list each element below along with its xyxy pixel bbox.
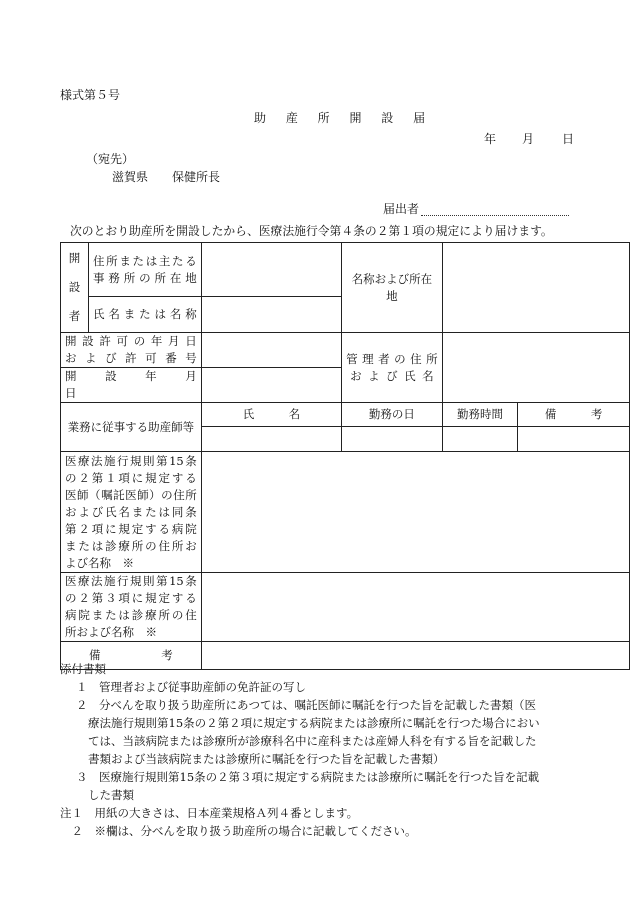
rule-15-2-1-field[interactable] (201, 452, 629, 573)
submitter-label: 届出者 (383, 202, 420, 216)
date-month-label: 月 (522, 132, 535, 146)
manager-label: 管理者の住所 および氏名 (342, 333, 443, 403)
note-1: 注１ 用紙の大きさは、日本産業規格Ａ列４番とします。 (60, 806, 359, 820)
rule-15-2-3-field[interactable] (201, 573, 629, 642)
attachment-item-3: ３ 医療施行規則第15条の２第３項に規定する病院または診療所に嘱託を行つた旨を記載 (76, 770, 540, 784)
open-date-field[interactable] (201, 368, 341, 403)
submitter-signature-line[interactable] (421, 203, 569, 216)
rule-15-2-3-label: 医療法施行規則第15条 の２第３項に規定する 病院または診療所の住 所および名称 ※ (61, 573, 202, 642)
intro-text: 次のとおり助産所を開設したから、医療法施行令第４条の２第１項の規定により届けます。 (70, 224, 553, 238)
founder-address-field[interactable] (201, 243, 341, 297)
note-2: ２ ※欄は、分べんを取り扱う助産所の場合に記載してください。 (60, 824, 417, 838)
submitter-row (383, 202, 569, 216)
facility-name-location-label: 名称および所在地 (342, 243, 443, 333)
founder-label: 開 設 者 (61, 243, 89, 333)
staff-label: 業務に従事する助産師等 (61, 403, 202, 452)
remarks-field[interactable] (201, 642, 629, 670)
attachments-heading: 添付書類 (60, 662, 106, 676)
rule-15-2-1-label: 医療法施行規則第15条 の２第１項に規定する 医師（嘱託医師）の住所 および氏名または同条 第２項に規定する病院 または診療所の住所お よび名称 ※ (61, 452, 202, 573)
addressee-label: （宛先） (86, 152, 135, 166)
permit-date-number-label: 開設許可の年月日 および許可番号 (61, 333, 202, 368)
staff-header-name: 氏 名 (201, 403, 341, 427)
founder-name-field[interactable] (201, 297, 341, 333)
founder-name-label: 氏名または名称 (88, 297, 201, 333)
date-day-label: 日 (562, 132, 575, 146)
attachment-item-2-line-4: 書類および当該病院または診療所に嘱託を行つた旨を記載した書類） (88, 752, 445, 766)
staff-header-work-hours: 勤務時間 (442, 403, 518, 427)
staff-remarks-field[interactable] (518, 427, 630, 452)
attachment-item-2-line-2: 療法施行規則第15条の２第２項に規定する病院または診療所に嘱託を行つた場合におい (88, 716, 540, 730)
manager-field[interactable] (442, 333, 629, 403)
prefecture-name: 滋賀県 (112, 170, 149, 184)
remarks-label: 備 考 (61, 642, 202, 670)
page-title: 助 産 所 開 設 届 (254, 111, 434, 125)
application-form-table (60, 242, 630, 670)
attachment-item-2: ２ 分べんを取り扱う助産所にあつては、嘱託医師に嘱託を行つた旨を記載した書類（医 (76, 698, 536, 712)
attachment-item-2-line-3: ては、当該病院または診療所が診療科名中に産科または産婦人科を有する旨を記載した (88, 734, 537, 748)
open-date-label: 開 設 年 月 日 (61, 368, 202, 403)
date-year-label: 年 (484, 132, 497, 146)
health-office-label: 保健所長 (172, 170, 221, 184)
staff-header-work-day: 勤務の日 (342, 403, 443, 427)
attachment-item-1: １ 管理者および従事助産師の免許証の写し (76, 680, 306, 694)
staff-work-day-field[interactable] (342, 427, 443, 452)
permit-date-number-field[interactable] (201, 333, 341, 368)
staff-work-hours-field[interactable] (442, 427, 518, 452)
facility-name-location-field[interactable] (442, 243, 629, 333)
form-number: 様式第５号 (60, 88, 121, 102)
staff-name-field[interactable] (201, 427, 341, 452)
staff-header-remarks: 備 考 (518, 403, 630, 427)
attachment-item-3-line-2: した書類 (88, 788, 134, 802)
founder-address-label: 住所または主たる 事務所の所在地 (88, 243, 201, 297)
